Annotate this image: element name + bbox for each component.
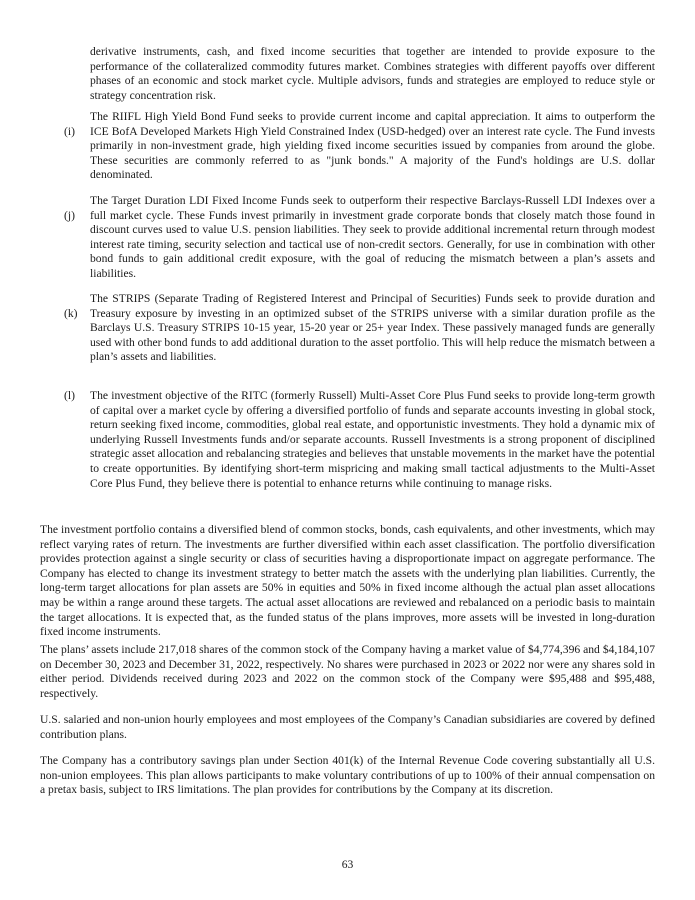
continuation-paragraph: derivative instruments, cash, and fixed income securities that together are intended to provide exposure to the performance of the collateralized commodity futures market. Combines strategies with different payoffs over different phases of an economic and stock market cycle. Multiple advisors, funds and strategies are employed to reduce style or strategy concentration risk. — [90, 45, 655, 102]
body-paragraph-defined-contribution: U.S. salaried and non-union hourly employees and most employees of the Company’s Canadian subsidiaries are covered by defined contribution plans. — [40, 713, 655, 741]
body-paragraph-investment-portfolio: The investment portfolio contains a diversified blend of common stocks, bonds, cash equivalents, and other investments, which may reflect varying rates of return. The investments are further diversified within each asset classification. The portfolio diversification provides protection against a single security or class of securities having a disproportionate impact on aggregate performance. The Company has elected to change its investment strategy to better match the assets with the underlying plan liabilities. Currently, the long-term target allocations for plan assets are 50% in equities and 50% in fixed income although the actual plan asset allocations may be within a range around these targets. The actual asset allocations are reviewed and rebalanced on a periodic basis to maintain the target allocations. It is expected that, as the funded status of the plans improves, more assets will be invested in long-duration fixed income instruments. — [40, 523, 655, 639]
list-label: (j) — [64, 209, 75, 222]
list-item-text: The RIIFL High Yield Bond Fund seeks to provide current income and capital appreciation. It aims to outperform the ICE BofA Developed Markets High Yield Constrained Index (USD-hedged) over an interest rate cycle. The Fund invests primarily in non-investment grade, high yielding fixed income securities issued by companies from around the globe. These securities are commonly referred to as "junk bonds." A majority of the Fund's holdings are U.S. dollar denominated. — [90, 110, 655, 182]
list-label: (k) — [64, 307, 78, 320]
list-label: (l) — [64, 389, 75, 402]
body-paragraph-plan-assets-shares: The plans’ assets include 217,018 shares of the common stock of the Company having a market value of $4,774,396 and $4,184,107 on December 30, 2023 and December 31, 2022, respectively. No shares were purchased in 2023 or 2022 nor were any shares sold in either period. Dividends received during 2023 and 2022 on the common stock of the Company were $95,488 and $95,488, respectively. — [40, 643, 655, 700]
body-paragraph-401k: The Company has a contributory savings plan under Section 401(k) of the Internal Revenue Code covering substantially all U.S. non-union employees. This plan allows participants to make voluntary contributions of up to 100% of their annual compensation on a pretax basis, subject to IRS limitations. The plan provides for contributions by the Company at its discretion. — [40, 754, 655, 797]
list-item-text: The investment objective of the RITC (formerly Russell) Multi-Asset Core Plus Fund seeks to provide long-term growth of capital over a market cycle by offering a diversified portfolio of funds and separate accounts investing in global stock, return seeking fixed income, commodities, global real estate, and opportunistic investments. They hold a dynamic mix of underlying Russell Investments funds and/or separate accounts. Russell Investments is a strong proponent of disciplined strategic asset allocation and rebalancing strategies and believes that unstable movements in the market have the potential to create opportunities. By identifying short-term mispricing and making small tactical adjustments to the Multi-Asset Core Plus Fund, they believe there is potential to enhance returns while continuing to manage risks. — [90, 389, 655, 490]
list-label: (i) — [64, 125, 75, 138]
page-number: 63 — [341, 858, 354, 871]
list-item-text: The STRIPS (Separate Trading of Registered Interest and Principal of Securities) Funds seek to provide duration and Treasury exposure by investing in an optimized subset of the STRIPS universe with a similar duration profile as the Barclays U.S. Treasury STRIPS 10-15 year, 15-20 year or 25+ year Index. These passively managed funds are generally used with other bond funds to add additional duration to the asset portfolio. This will help reduce the mismatch between a plan’s assets and liabilities. — [90, 292, 655, 364]
list-item-text: The Target Duration LDI Fixed Income Funds seek to outperform their respective Barclays-Russell LDI Indexes over a full market cycle. These Funds invest primarily in investment grade corporate bonds that closely match those found in discount curves used to value U.S. pension liabilities. They seek to provide additional incremental return through modest interest rate timing, security selection and tactical use of non-credit sectors. Generally, for use in combination with other bond funds to gain additional credit exposure, with the goal of reducing the mismatch between a plan’s assets and liabilities. — [90, 194, 655, 280]
